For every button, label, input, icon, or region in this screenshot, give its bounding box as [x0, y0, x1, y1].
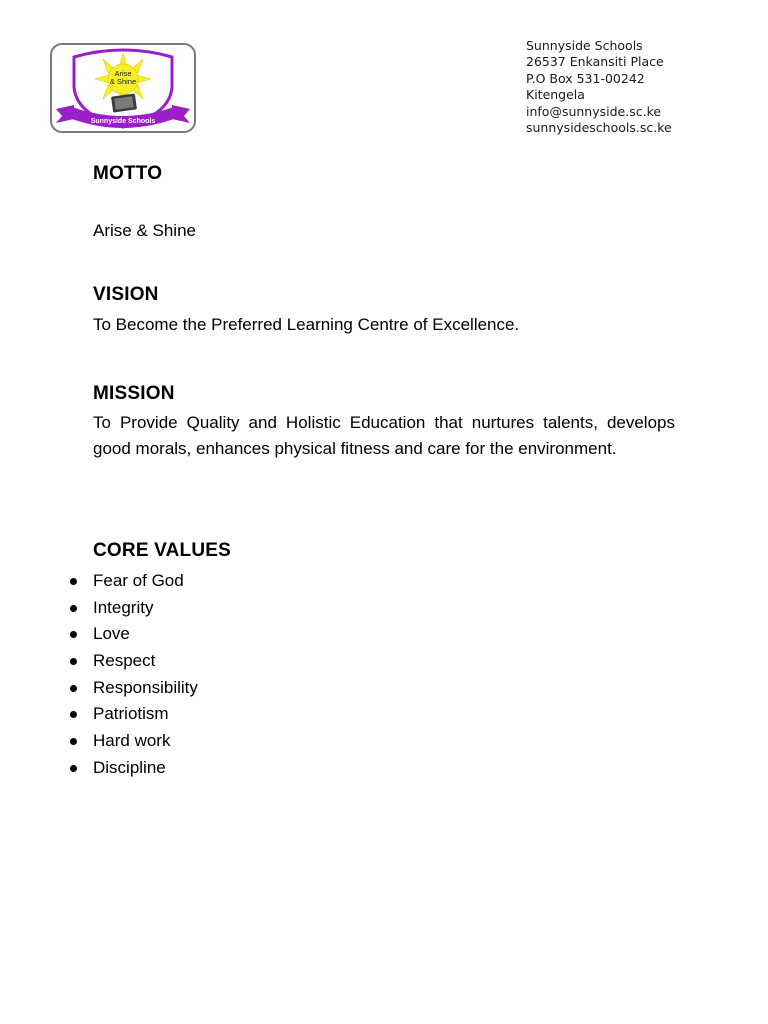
school-logo: [50, 43, 196, 133]
list-item: [70, 568, 198, 595]
address-block: [526, 38, 746, 136]
list-item-text: Responsibility: [93, 677, 198, 697]
list-item-text: Respect: [93, 651, 156, 671]
list-item-text: Discipline: [93, 757, 166, 777]
address-line-street: 26537 Enkansiti Place: [526, 54, 664, 70]
list-item: [70, 675, 198, 702]
list-item-text: Love: [93, 624, 130, 644]
motto-heading: MOTTO: [93, 163, 163, 184]
crest-graphic: [52, 45, 194, 131]
address-line-town: Kitengela: [526, 87, 585, 103]
list-item: [70, 728, 198, 755]
logo-text-shine: & Shine: [109, 77, 137, 86]
bullet-icon: [70, 738, 77, 745]
bullet-icon: [70, 711, 77, 718]
motto-text: Arise & Shine: [93, 221, 196, 240]
address-line-website[interactable]: sunnysideschools.sc.ke: [526, 120, 672, 136]
list-item: [70, 621, 198, 648]
vision-heading: VISION: [93, 284, 159, 305]
vision-text: To Become the Preferred Learning Centre of Excellence.: [93, 315, 520, 334]
list-item-text: Patriotism: [93, 704, 169, 724]
address-line-school: Sunnyside Schools: [526, 38, 643, 53]
bullet-icon: [70, 631, 77, 638]
bullet-icon: [70, 685, 77, 692]
bullet-icon: [70, 658, 77, 665]
logo-banner-text: Sunnyside Schools: [90, 118, 156, 125]
core-values-heading: CORE VALUES: [93, 540, 232, 561]
bullet-icon: [70, 765, 77, 772]
list-item-text: Hard work: [93, 731, 171, 751]
list-item-text: Integrity: [93, 597, 154, 617]
list-item-text: Fear of God: [93, 571, 184, 590]
list-item: [70, 701, 198, 728]
core-values-list: [70, 568, 198, 782]
logo-text-arise: Arise: [114, 69, 132, 78]
address-line-po-box: P.O Box 531-00242: [526, 70, 645, 86]
list-item: [70, 755, 198, 782]
tablet-icon: [111, 93, 137, 112]
mission-heading: MISSION: [93, 383, 175, 404]
mission-text: To Provide Quality and Holistic Education that nurtures talents, develops good morals, enhances physical fitness and care for the environment.: [93, 413, 675, 458]
list-item: [70, 595, 198, 622]
list-item: [70, 648, 198, 675]
bullet-icon: [70, 605, 77, 612]
bullet-icon: [70, 578, 77, 585]
address-line-email[interactable]: info@sunnyside.sc.ke: [526, 103, 662, 119]
